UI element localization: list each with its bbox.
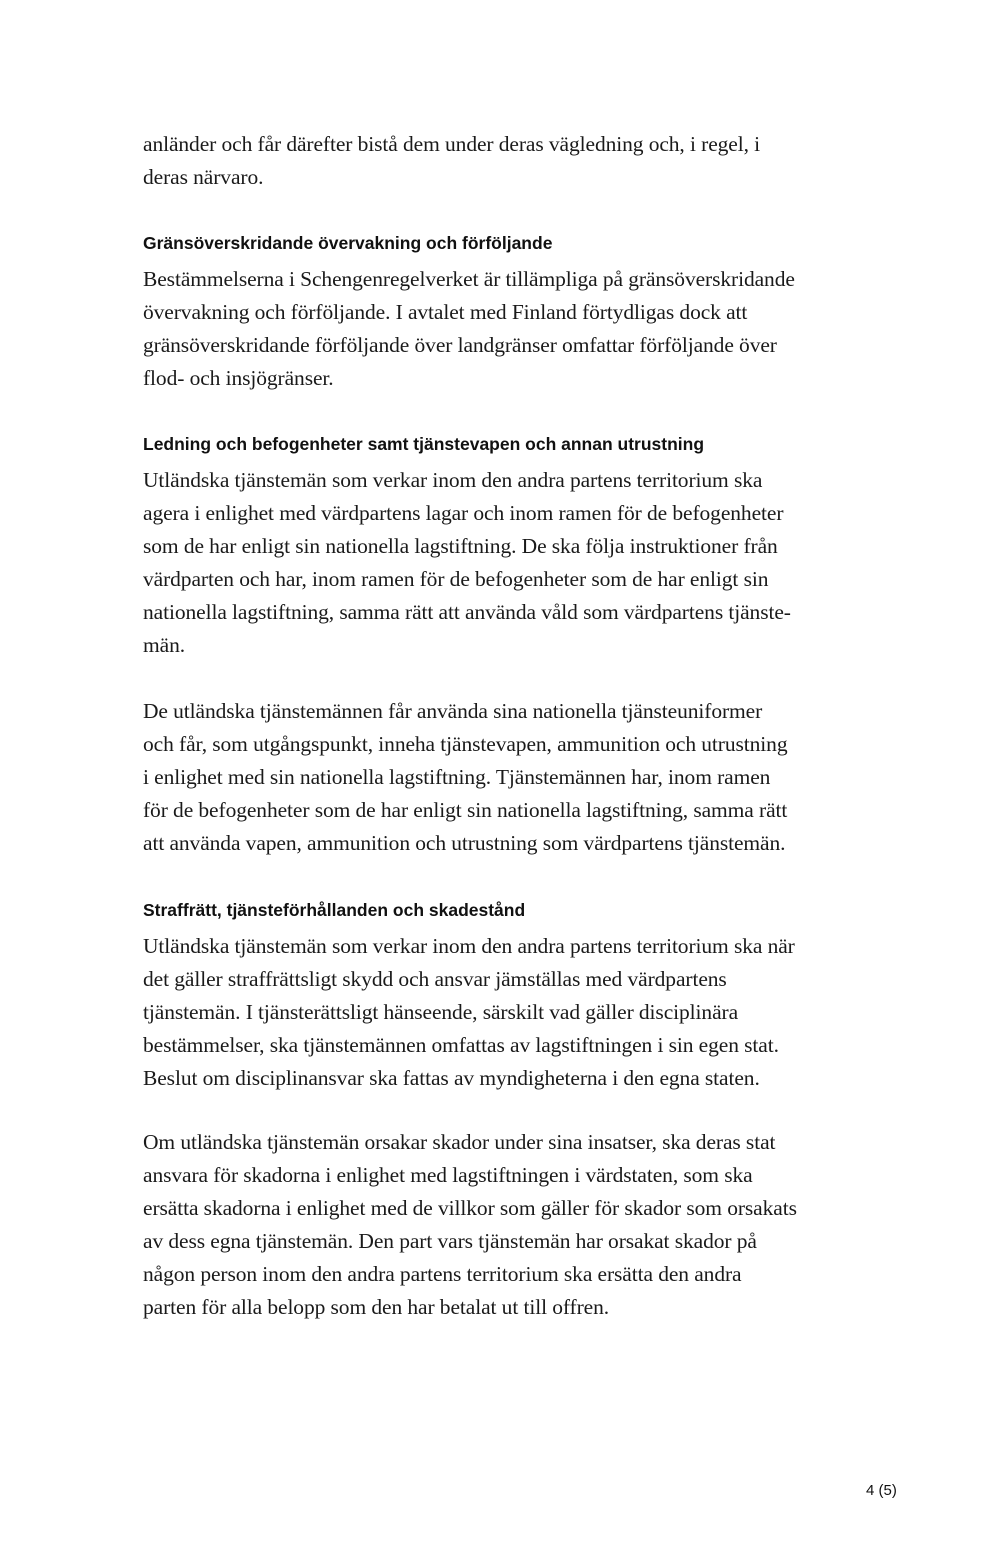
text-line: Utländska tjänstemän som verkar inom den andra partens territorium ska — [143, 468, 763, 492]
page-number: 4 (5) — [866, 1482, 897, 1499]
section-heading-cross-border-surveillance: Gränsöverskridande övervakning och förföljande — [143, 233, 553, 253]
text-line: gränsöverskridande förföljande över landgränser omfattar förföljande över — [143, 333, 777, 357]
text-line: flod- och insjögränser. — [143, 366, 334, 390]
text-line: deras närvaro. — [143, 165, 264, 189]
text-line: bestämmelser, ska tjänstemännen omfattas av lagstiftningen i sin egen stat. — [143, 1033, 779, 1057]
text-line: ansvara för skadorna i enlighet med lagstiftningen i värdstaten, som ska — [143, 1163, 753, 1187]
text-line: De utländska tjänstemännen får använda sina nationella tjänsteuniformer — [143, 699, 763, 723]
text-line: tjänstemän. I tjänsterättsligt hänseende, särskilt vad gäller disciplinära — [143, 1000, 739, 1024]
text-line: ersätta skadorna i enlighet med de villkor som gäller för skador som orsakats — [143, 1196, 797, 1220]
text-line: som de har enligt sin nationella lagstiftning. De ska följa instruktioner från — [143, 534, 778, 558]
text-line: i enlighet med sin nationella lagstiftning. Tjänstemännen har, inom ramen — [143, 765, 771, 789]
text-line: parten för alla belopp som den har betalat ut till offren. — [143, 1295, 610, 1319]
text-line: anländer och får därefter bistå dem under deras vägledning och, i regel, i — [143, 132, 761, 156]
text-line: nationella lagstiftning, samma rätt att använda våld som värdpartens tjänste- — [143, 600, 791, 624]
text-line: Om utländska tjänstemän orsakar skador under sina insatser, ska deras stat — [143, 1130, 776, 1154]
section-heading-command-and-powers: Ledning och befogenheter samt tjänstevapen och annan utrustning — [143, 434, 705, 454]
text-line: av dess egna tjänstemän. Den part vars tjänstemän har orsakat skador på — [143, 1229, 757, 1253]
text-line: och får, som utgångspunkt, inneha tjänstevapen, ammunition och utrustning — [143, 732, 788, 756]
text-line: Bestämmelserna i Schengenregelverket är tillämpliga på gränsöverskridande — [143, 267, 795, 291]
text-line: män. — [143, 633, 185, 657]
text-line: att använda vapen, ammunition och utrustning som värdpartens tjänstemän. — [143, 831, 786, 855]
text-line: för de befogenheter som de har enligt sin nationella lagstiftning, samma rätt — [143, 798, 788, 822]
text-line: det gäller straffrättsligt skydd och ansvar jämställas med värdpartens — [143, 967, 727, 991]
text-line: någon person inom den andra partens territorium ska ersätta den andra — [143, 1262, 742, 1286]
section-heading-criminal-law-liability: Straffrätt, tjänsteförhållanden och skadestånd — [143, 900, 526, 920]
text-line: Beslut om disciplinansvar ska fattas av myndigheterna i den egna staten. — [143, 1066, 760, 1090]
text-line: övervakning och förföljande. I avtalet med Finland förtydligas dock att — [143, 300, 748, 324]
text-line: Utländska tjänstemän som verkar inom den andra partens territorium ska när — [143, 934, 795, 958]
text-line: agera i enlighet med värdpartens lagar och inom ramen för de befogenheter — [143, 501, 784, 525]
text-line: värdparten och har, inom ramen för de befogenheter som de har enligt sin — [143, 567, 769, 591]
